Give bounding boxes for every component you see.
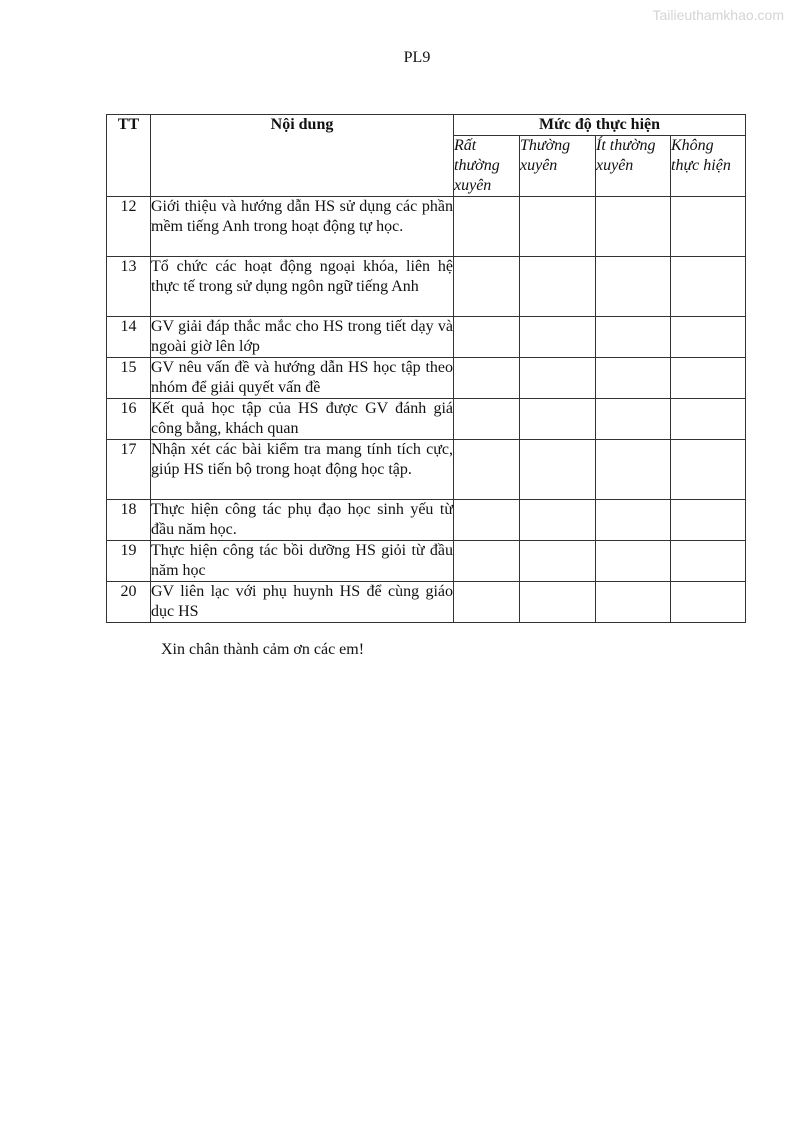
answer-cell[interactable]: [520, 440, 596, 500]
table-row: [107, 257, 746, 317]
answer-cell[interactable]: [671, 582, 746, 623]
row-content: Thực hiện công tác phụ đạo học sinh yếu từ đầu năm học.: [151, 500, 454, 541]
answer-cell[interactable]: [596, 358, 671, 399]
row-number: 12: [107, 197, 151, 257]
answer-cell[interactable]: [454, 257, 520, 317]
row-number: 20: [107, 582, 151, 623]
answer-cell[interactable]: [596, 541, 671, 582]
answer-cell[interactable]: [596, 399, 671, 440]
table-row: [107, 197, 746, 257]
row-content: Thực hiện công tác bồi dưỡng HS giỏi từ đầu năm học: [151, 541, 454, 582]
answer-cell[interactable]: [596, 500, 671, 541]
answer-cell[interactable]: [454, 358, 520, 399]
answer-cell[interactable]: [671, 440, 746, 500]
answer-cell[interactable]: [454, 582, 520, 623]
row-number: 14: [107, 317, 151, 358]
answer-cell[interactable]: [454, 541, 520, 582]
row-number: 19: [107, 541, 151, 582]
answer-cell[interactable]: [671, 541, 746, 582]
row-number: 17: [107, 440, 151, 500]
answer-cell[interactable]: [520, 358, 596, 399]
page-label: PL9: [403, 49, 431, 66]
table-row: [107, 582, 746, 623]
answer-cell[interactable]: [454, 317, 520, 358]
answer-cell[interactable]: [671, 500, 746, 541]
header-level-rarely: Ít thường xuyên: [596, 136, 671, 197]
answer-cell[interactable]: [454, 500, 520, 541]
header-level-never: Không thực hiện: [671, 136, 746, 197]
row-content: Nhận xét các bài kiểm tra mang tính tích cực, giúp HS tiến bộ trong hoạt động học tập.: [151, 440, 454, 500]
table-row: [107, 399, 746, 440]
answer-cell[interactable]: [520, 399, 596, 440]
row-content: Tổ chức các hoạt động ngoại khóa, liên hệ thực tế trong sử dụng ngôn ngữ tiếng Anh: [151, 257, 454, 317]
table-row: [107, 541, 746, 582]
answer-cell[interactable]: [454, 399, 520, 440]
answer-cell[interactable]: [671, 399, 746, 440]
table-row: [107, 358, 746, 399]
answer-cell[interactable]: [454, 197, 520, 257]
answer-cell[interactable]: [596, 257, 671, 317]
row-number: 18: [107, 500, 151, 541]
survey-table: [106, 114, 746, 623]
answer-cell[interactable]: [520, 582, 596, 623]
watermark: Tailieuthamkhao.com: [652, 7, 784, 23]
header-content: Nội dung: [151, 115, 454, 197]
header-level-often: Thường xuyên: [520, 136, 596, 197]
table-row: [107, 440, 746, 500]
header-tt: TT: [107, 115, 151, 197]
answer-cell[interactable]: [520, 197, 596, 257]
table-row: [107, 317, 746, 358]
answer-cell[interactable]: [671, 197, 746, 257]
header-level-very-often: Rất thường xuyên: [454, 136, 520, 197]
row-content: GV liên lạc với phụ huynh HS để cùng giáo dục HS: [151, 582, 454, 623]
answer-cell[interactable]: [520, 317, 596, 358]
answer-cell[interactable]: [520, 500, 596, 541]
answer-cell[interactable]: [520, 257, 596, 317]
row-content: GV giải đáp thắc mắc cho HS trong tiết dạy và ngoài giờ lên lớp: [151, 317, 454, 358]
answer-cell[interactable]: [596, 582, 671, 623]
row-number: 16: [107, 399, 151, 440]
answer-cell[interactable]: [596, 317, 671, 358]
answer-cell[interactable]: [671, 257, 746, 317]
row-content: Giới thiệu và hướng dẫn HS sử dụng các phần mềm tiếng Anh trong hoạt động tự học.: [151, 197, 454, 257]
row-content: Kết quả học tập của HS được GV đánh giá công bằng, khách quan: [151, 399, 454, 440]
table-row: [107, 500, 746, 541]
answer-cell[interactable]: [671, 317, 746, 358]
closing-text: Xin chân thành cảm ơn các em!: [161, 641, 365, 658]
row-number: 15: [107, 358, 151, 399]
row-content: GV nêu vấn đề và hướng dẫn HS học tập theo nhóm để giải quyết vấn đề: [151, 358, 454, 399]
header-level: Mức độ thực hiện: [454, 115, 746, 136]
answer-cell[interactable]: [520, 541, 596, 582]
answer-cell[interactable]: [454, 440, 520, 500]
answer-cell[interactable]: [596, 197, 671, 257]
row-number: 13: [107, 257, 151, 317]
answer-cell[interactable]: [596, 440, 671, 500]
answer-cell[interactable]: [671, 358, 746, 399]
